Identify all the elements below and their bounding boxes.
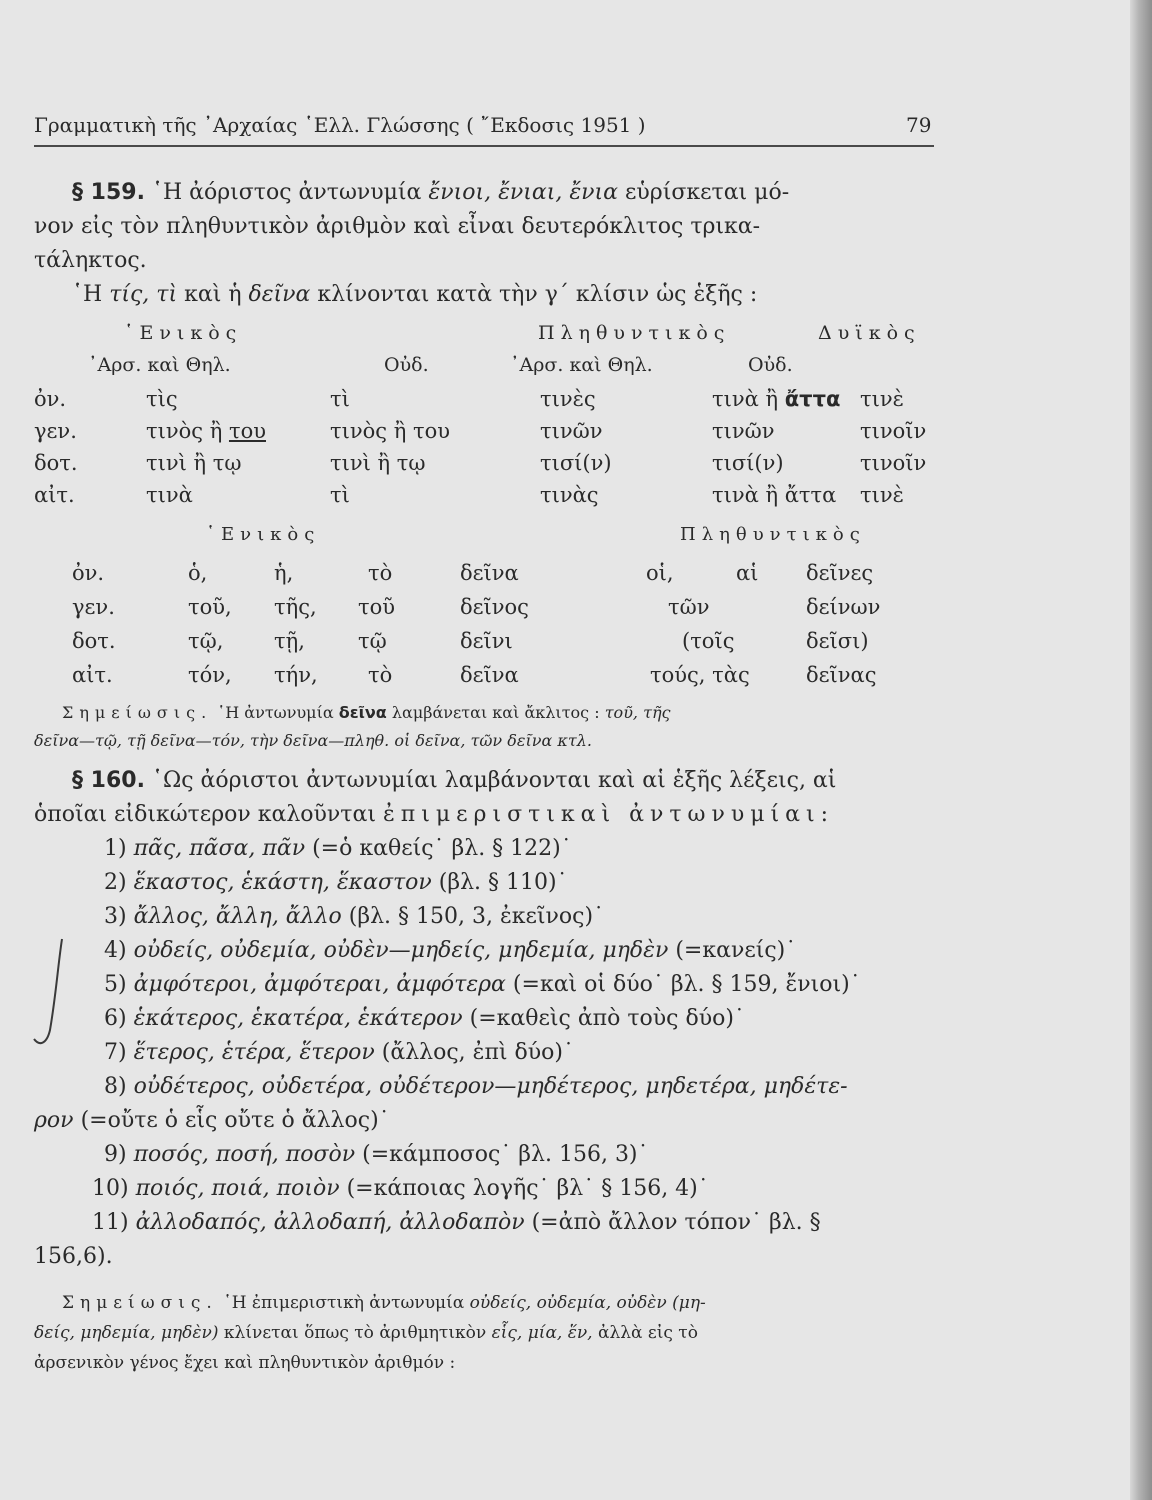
t1-case: ὀν. — [34, 387, 67, 411]
list-item: 4) οὐδείς, οὐδεμία, οὐδὲν—μηδείς, μηδεμία, μηδὲν (=κανείς)˙ — [104, 938, 797, 963]
t1-cell: τὶ — [330, 483, 350, 507]
t1-sub-neuter: Οὐδ. — [384, 354, 429, 376]
t2-cell: δεῖνες — [806, 561, 874, 585]
header-rule — [34, 145, 934, 147]
t1-cell: τισί(ν) — [540, 451, 612, 475]
t2-cell: δεῖνος — [460, 595, 529, 619]
list-item: 7) ἕτερος, ἑτέρα, ἕτερον (ἄλλος, ἐπὶ δύο)˙ — [104, 1040, 574, 1065]
t2-cell: δεῖνας — [806, 663, 877, 687]
list-item: 8) οὐδέτερος, οὐδετέρα, οὐδέτερον—μηδέτερος, μηδετέρα, μηδέτε- — [104, 1074, 848, 1099]
t2-cell: δεῖνα — [460, 561, 519, 585]
t2-cell: τῶν — [668, 595, 710, 619]
t2-cell: τήν, — [274, 663, 318, 687]
t1-case: δοτ. — [34, 451, 78, 475]
t1-cell: τινὲς — [540, 387, 596, 411]
section-159-line-2: νον εἰς τὸν πληθυντικὸν ἀριθμὸν καὶ εἶναι δευτερόκλιτος τρικα- — [34, 214, 761, 239]
t2-cell: τῷ — [358, 629, 387, 653]
t1-cell: τινοῖν — [860, 419, 927, 443]
t1-sub-neuter-pl: Οὐδ. — [748, 354, 793, 376]
t2-cell: τῇ, — [274, 629, 305, 653]
t2-case: δοτ. — [72, 629, 116, 653]
t2-cell: τῷ, — [188, 629, 224, 653]
t2-cell: τόν, — [188, 663, 232, 687]
t2-cell: (τοῖς — [682, 629, 735, 653]
t1-cell: τινὶ ἢ τῳ — [146, 451, 242, 475]
section-159-line-4: ῾Η τίς, τὶ καὶ ἡ δεῖνα κλίνονται κατὰ τὴν γ΄ κλίσιν ὡς ἑξῆς : — [72, 282, 758, 307]
note-2-line-3: ἀρσενικὸν γένος ἔχει καὶ πληθυντικὸν ἀριθμόν : — [34, 1353, 456, 1373]
t2-cell: τούς, τὰς — [650, 663, 750, 687]
margin-pen-stroke-icon — [20, 935, 80, 1055]
t2-case: γεν. — [72, 595, 115, 619]
t2-cell: αἱ — [736, 561, 759, 585]
section-160-line-2: ὁποῖαι εἰδικώτερον καλοῦνται ἐπιμεριστικαὶ ἀντωνυμίαι: — [34, 802, 835, 827]
list-item: 9) ποσός, ποσή, ποσὸν (=κάμποσος˙ βλ. 156, 3)˙ — [104, 1142, 649, 1167]
list-item: 2) ἕκαστος, ἑκάστη, ἕκαστον (βλ. § 110)˙ — [104, 870, 568, 895]
t2-cell: ὁ, — [188, 561, 208, 585]
section-160-line-1: § 160. ῾Ως ἀόριστοι ἀντωνυμίαι λαμβάνονται καὶ αἱ ἑξῆς λέξεις, αἱ — [72, 768, 837, 793]
t2-cell: τῆς, — [274, 595, 317, 619]
section-159-line-1: § 159. ῾Η ἀόριστος ἀντωνυμία ἔνιοι, ἔνιαι, ἔνια εὑρίσκεται μό- — [72, 180, 790, 205]
t2-cell: τοῦ — [358, 595, 396, 619]
list-item-continuation: 156,6). — [34, 1244, 113, 1269]
page-edge-shadow — [1130, 0, 1152, 1500]
list-item: 5) ἀμφότεροι, ἀμφότεραι, ἀμφότερα (=καὶ οἱ δύο˙ βλ. § 159, ἔνιοι)˙ — [104, 972, 861, 997]
t1-cell: τινὰ — [146, 483, 193, 507]
page-number: 79 — [906, 113, 932, 137]
list-item: 3) ἄλλος, ἄλλη, ἄλλο (βλ. § 150, 3, ἐκεῖνος)˙ — [104, 904, 605, 929]
t1-header-plural: Πληθυντικὸς — [538, 322, 731, 344]
t2-cell: τὸ — [368, 663, 393, 687]
t1-cell: τινὸς ἢ του — [330, 419, 450, 443]
t1-cell: τινὰ ἢ ἄττα — [712, 387, 841, 411]
list-item: 1) πᾶς, πᾶσα, πᾶν (=ὁ καθείς˙ βλ. § 122)˙ — [104, 836, 572, 861]
t1-cell: τινοῖν — [860, 451, 927, 475]
note-2-label: Σημείωσις. — [62, 1293, 218, 1313]
t2-cell: ἡ, — [274, 561, 294, 585]
t2-header-plural: Πληθυντικὸς — [680, 524, 866, 545]
t2-case: ὀν. — [72, 561, 105, 585]
t1-sub-masc-fem-pl: ᾿Αρσ. καὶ Θηλ. — [510, 354, 653, 376]
note-1-label: Σημείωσις. — [62, 703, 213, 722]
t1-sub-masc-fem: ᾿Αρσ. καὶ Θηλ. — [88, 354, 231, 376]
t1-cell: τινὰς — [540, 483, 599, 507]
list-item: 11) ἀλλοδαπός, ἀλλοδαπή, ἀλλοδαπὸν (=ἀπὸ ἄλλον τόπον˙ βλ. § — [92, 1210, 821, 1235]
t1-header-singular: ῾Ενικὸς — [124, 322, 243, 344]
t1-cell: τινὸς ἢ του — [146, 419, 266, 443]
t2-header-singular: ῾Ενικὸς — [206, 524, 321, 545]
t1-cell: τινὲ — [860, 387, 904, 411]
list-item: 6) ἑκάτερος, ἑκατέρα, ἑκάτερον (=καθεὶς ἀπὸ τοὺς δύο)˙ — [104, 1006, 745, 1031]
list-item-continuation: ρον (=οὔτε ὁ εἷς οὔτε ὁ ἄλλος)˙ — [34, 1108, 390, 1133]
t1-cell: τινὰ ἢ ἄττα — [712, 483, 837, 507]
list-item: 10) ποιός, ποιά, ποιὸν (=κάποιας λογῆς˙ βλ˙ § 156, 4)˙ — [92, 1176, 709, 1201]
t1-cell: τινὲ — [860, 483, 904, 507]
t1-cell: τισί(ν) — [712, 451, 784, 475]
t2-cell: δείνων — [806, 595, 881, 619]
t1-cell: τινῶν — [712, 419, 775, 443]
t1-header-dual: Δυϊκὸς — [818, 322, 921, 344]
t2-cell: δεῖνα — [460, 663, 519, 687]
running-title: Γραμματικὴ τῆς ᾿Αρχαίας ῾Ελλ. Γλώσσης ( ῎Εκδοσις 1951 ) — [34, 113, 646, 137]
t2-cell: δεῖνι — [460, 629, 513, 653]
section-160-number: § 160. — [72, 768, 145, 793]
t1-cell: τὶς — [146, 387, 178, 411]
note-1-line-2: δεῖνα—τῷ, τῇ δεῖνα—τόν, τὴν δεῖνα—πληθ. οἱ δεῖνα, τῶν δεῖνα κτλ. — [34, 731, 592, 750]
section-159-number: § 159. — [72, 180, 145, 205]
note-2-line-2: δείς, μηδεμία, μηδὲν) κλίνεται ὅπως τὸ ἀριθμητικὸν εἷς, μία, ἕν, ἀλλὰ εἰς τὸ — [34, 1323, 698, 1343]
section-159-line-3: τάληκτος. — [34, 248, 147, 273]
t2-cell: τὸ — [368, 561, 393, 585]
t1-cell: τὶ — [330, 387, 350, 411]
note-2-line-1: Σημείωσις. ῾Η ἐπιμεριστικὴ ἀντωνυμία οὐδείς, οὐδεμία, οὐδὲν (μη- — [62, 1293, 706, 1313]
t2-cell: δεῖσι) — [806, 629, 869, 653]
t2-cell: τοῦ, — [188, 595, 232, 619]
t2-case: αἰτ. — [72, 663, 113, 687]
t1-cell: τινῶν — [540, 419, 603, 443]
t1-cell: τινὶ ἢ τῳ — [330, 451, 426, 475]
t1-case: αἰτ. — [34, 483, 75, 507]
t1-case: γεν. — [34, 419, 77, 443]
t2-cell: οἱ, — [646, 561, 674, 585]
note-1-line-1: Σημείωσις. ῾Η ἀντωνυμία δεῖνα λαμβάνεται καὶ ἄκλιτος : τοῦ, τῆς — [62, 703, 671, 722]
